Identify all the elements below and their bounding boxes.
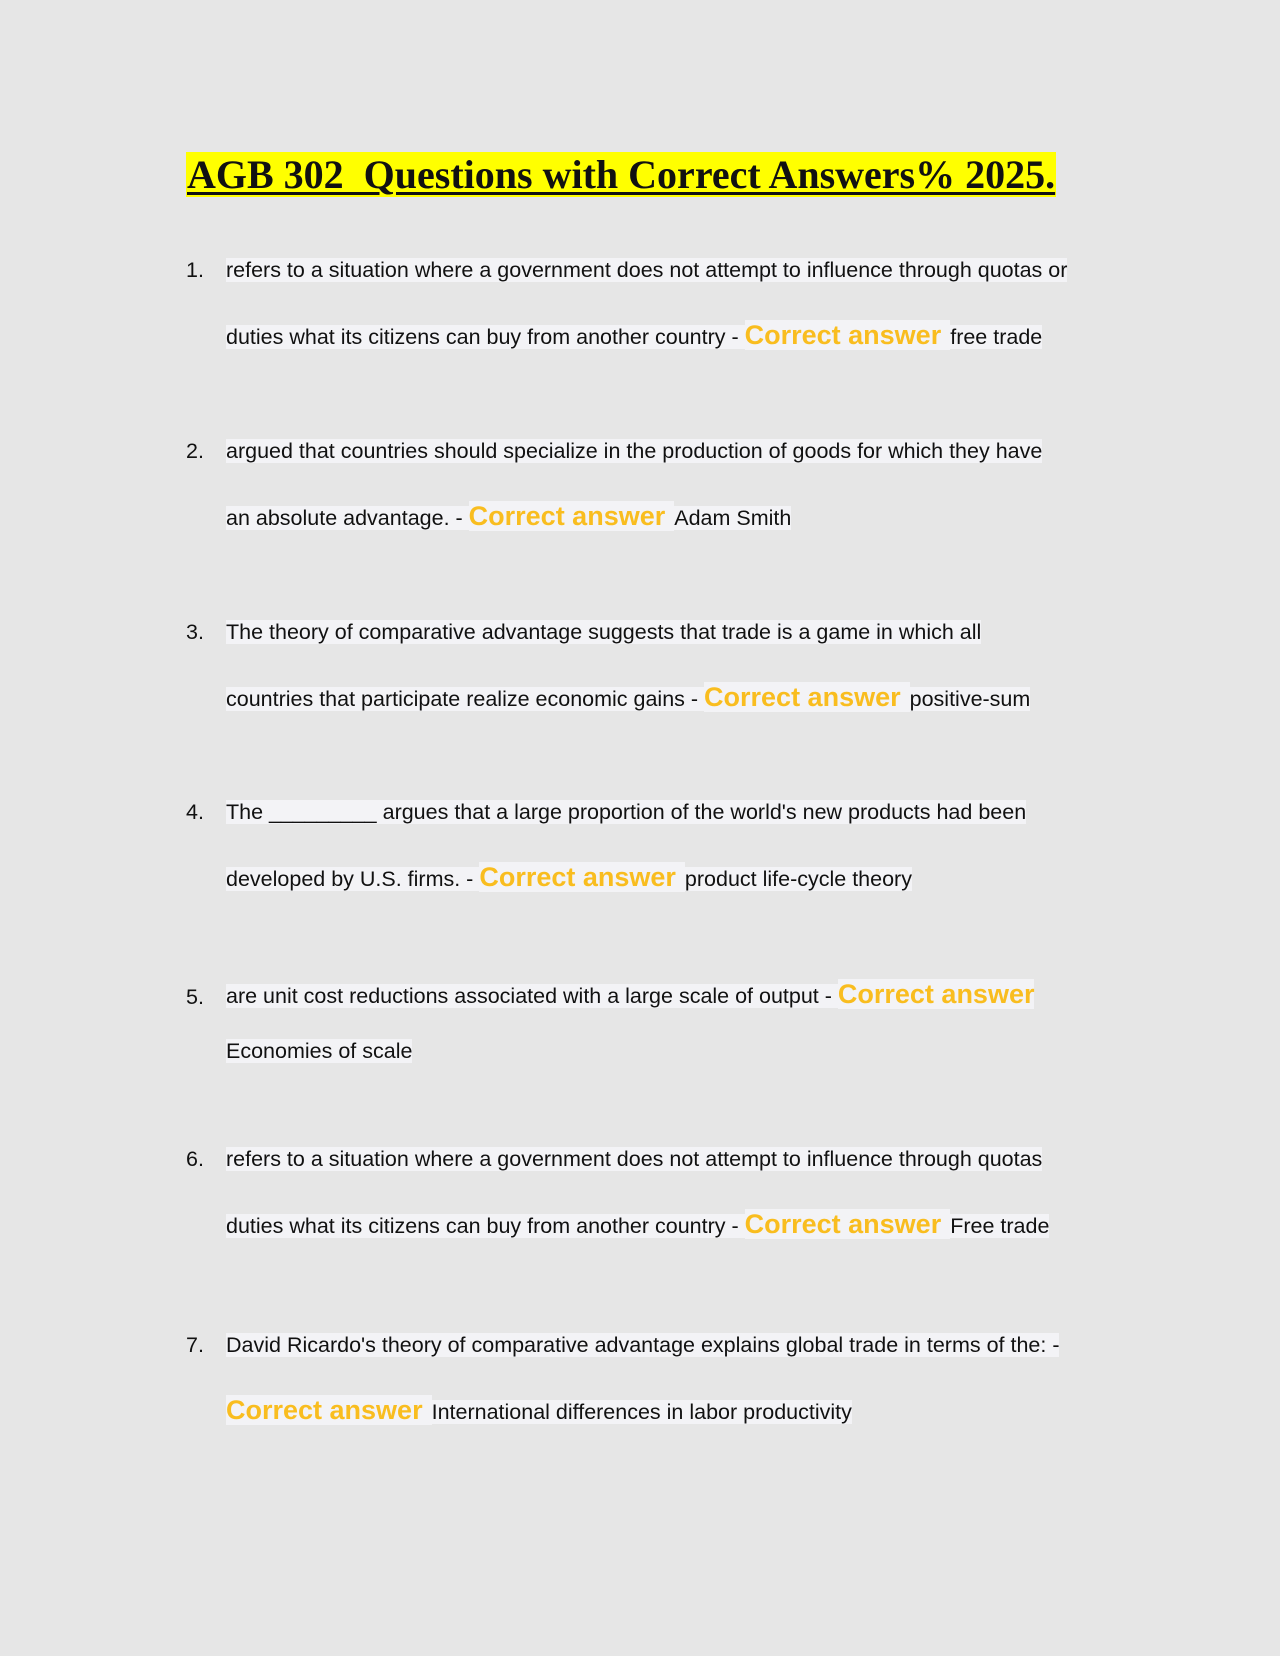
question-answer-line [226, 682, 1030, 713]
correct-answer-label: Correct answer [226, 1395, 432, 1425]
correct-answer-label: Correct answer [704, 682, 910, 712]
question-text: countries that participate realize economic gains - [226, 687, 705, 711]
question-text-line [226, 1147, 1042, 1172]
question-text: refers to a situation where a government does not attempt to influence through quotas or [226, 258, 1068, 282]
document-title [186, 150, 1056, 200]
question-text-line [226, 439, 1042, 464]
question-text-line [226, 800, 1026, 825]
correct-answer-label: Correct answer [745, 320, 951, 350]
question-text: refers to a situation where a government does not attempt to influence through quotas [226, 1147, 1043, 1171]
question-answer-line [226, 862, 912, 893]
answer-text: positive-sum [909, 687, 1031, 711]
answer-text: International differences in labor productivity [431, 1400, 852, 1424]
question-text-line [226, 258, 1067, 283]
correct-answer-label: Correct answer [479, 862, 685, 892]
answer-text: Free trade [950, 1214, 1050, 1238]
question-text: developed by U.S. firms. - [226, 867, 480, 891]
question-text-line [226, 1333, 1059, 1358]
correct-answer-label: Correct answer [745, 1209, 951, 1239]
question-number: 1. [186, 258, 204, 282]
question-text: duties what its citizens can buy from another country - [226, 1214, 745, 1238]
question-text: duties what its citizens can buy from another country - [226, 325, 745, 349]
question-text: The theory of comparative advantage suggests that trade is a game in which all [226, 620, 982, 644]
answer-text: Economies of scale [226, 1039, 413, 1063]
correct-answer-label: Correct answer [469, 501, 675, 531]
question-number: 4. [186, 800, 204, 824]
question-number: 6. [186, 1147, 204, 1171]
question-answer-line [226, 1395, 852, 1426]
question-text: an absolute advantage. - [226, 506, 469, 530]
question-text: David Ricardo's theory of comparative advantage explains global trade in terms of the: - [226, 1333, 1060, 1357]
question-text: The _________ argues that a large proportion of the world's new products had been [226, 800, 1027, 824]
question-answer-line [226, 979, 1034, 1010]
answer-text: free trade [950, 325, 1043, 349]
answer-line [226, 1039, 412, 1064]
question-number: 3. [186, 620, 204, 644]
question-answer-line [226, 320, 1042, 351]
document-title-text: AGB 302 Questions with Correct Answers% 2025. [187, 152, 1056, 197]
question-text: are unit cost reductions associated with a large scale of output - [226, 984, 838, 1008]
correct-answer-label: Correct answer [837, 979, 1035, 1009]
question-text-line [226, 620, 981, 645]
question-answer-line [226, 501, 791, 532]
answer-text: Adam Smith [674, 506, 792, 530]
question-text: argued that countries should specialize in the production of goods for which they have [226, 439, 1043, 463]
question-number: 2. [186, 439, 204, 463]
question-number: 5. [186, 985, 204, 1009]
question-number: 7. [186, 1333, 204, 1357]
question-answer-line [226, 1209, 1049, 1240]
answer-text: product life-cycle theory [684, 867, 912, 891]
